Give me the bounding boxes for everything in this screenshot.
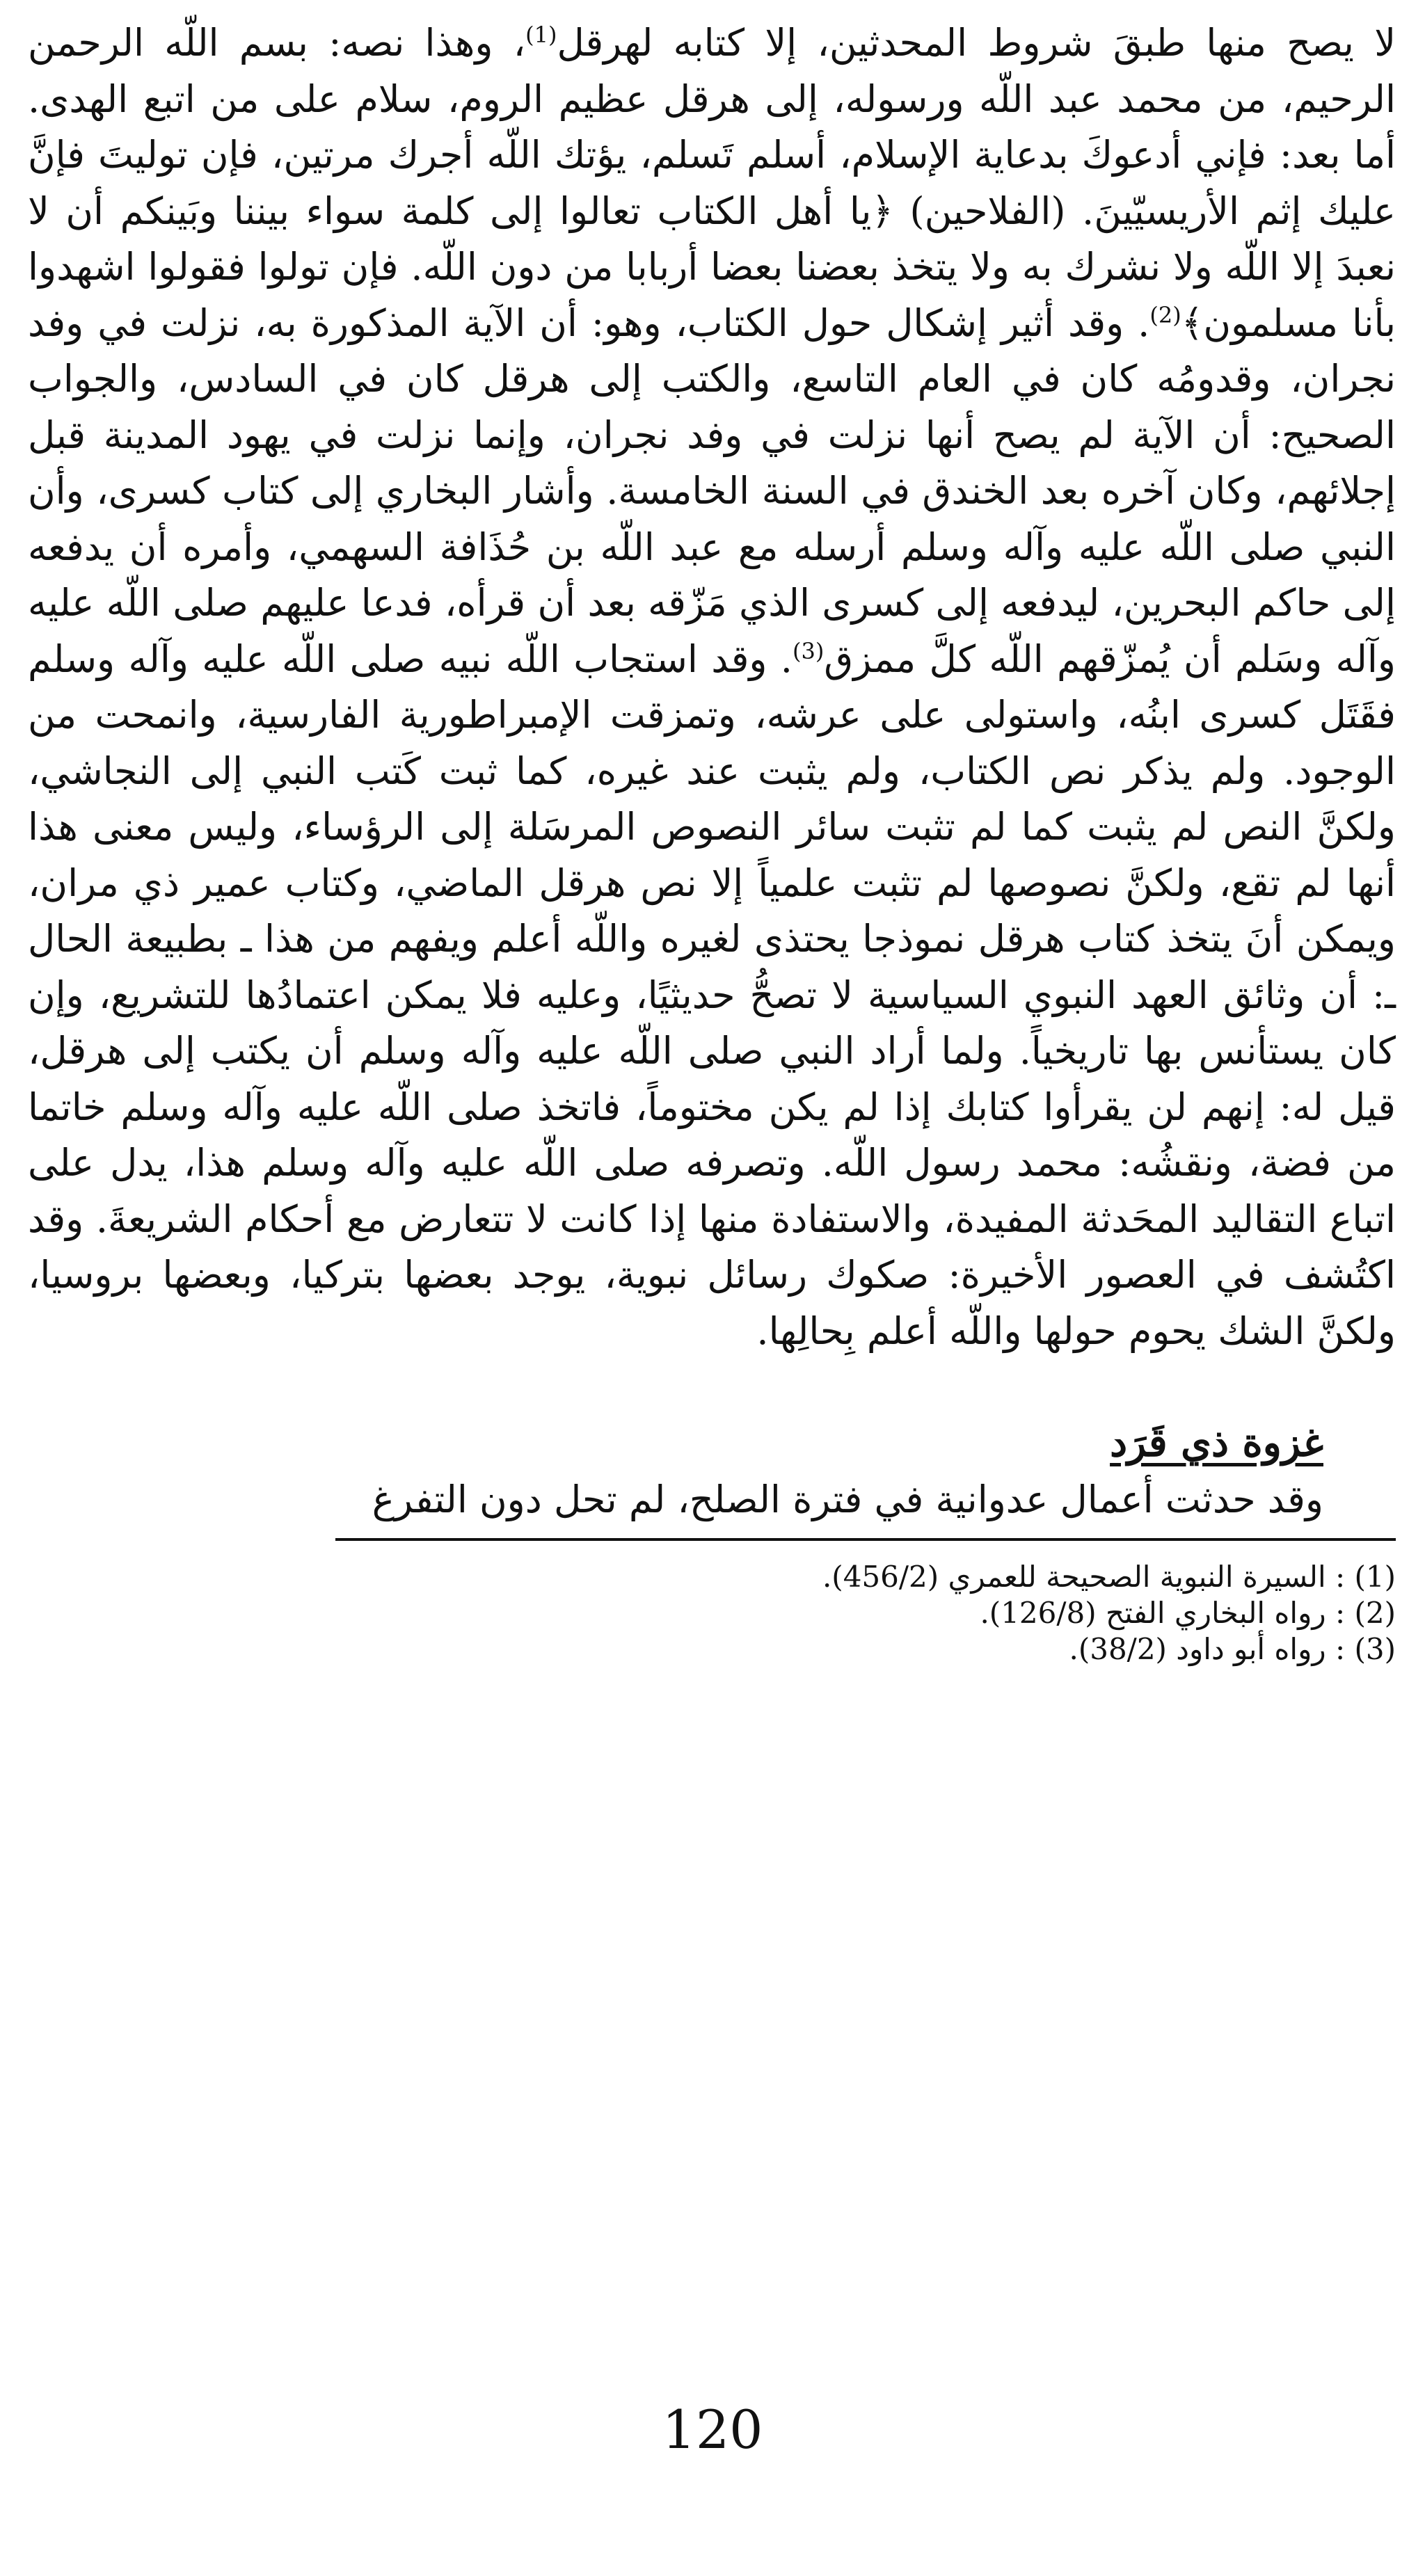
footnote-ref-3[interactable]: (3) bbox=[792, 637, 825, 664]
footnote-ref-2[interactable]: (2) bbox=[1149, 301, 1181, 328]
main-text-part-1: لا يصح منها طبقَ شروط المحدثين، إلا كتابه لهرقل bbox=[557, 21, 1396, 65]
footnote-2: (2) : رواه البخاري الفتح (126/8). bbox=[980, 1595, 1396, 1630]
footnotes-list bbox=[28, 1559, 1396, 1667]
footnote-1: (1) : السيرة النبوية الصحيحة للعمري (456/2). bbox=[822, 1559, 1396, 1594]
main-text-part-3: . وقد أثير إشكال حول الكتاب، وهو: أن الآية المذكورة به، نزلت في وفد نجران، وقدومُه كان في العام التاسع، والكتب إلى هرقل كان في السادس، والجواب الصحيح: أن الآية لم يصح أنها نزلت في وفد نجران، وإنما نزلت في يهود المدينة قبل إجلائهم، وكان آخره بعد الخندق في السنة الخامسة. وأشار البخاري إلى كتاب كسرى، وأن النبي صلى اللّه عليه وآله وسلم أرسله مع عبد اللّه بن حُذَافة السهمي، وأمره أن يدفعه إلى حاكم البحرين، ليدفعه إلى كسرى الذي مَزّقه بعد أن قرأه، فدعا عليهم صلى اللّه عليه وآله وسَلم أن يُمزّقهم اللّه كلَّ ممزق bbox=[28, 301, 1396, 681]
main-text-part-4: . وقد استجاب اللّه نبيه صلى اللّه عليه وآله وسلم فقَتَل كسرى ابنُه، واستولى على عرشه، وتمزقت الإمبراطورية الفارسية، وانمحت من الوجود. ولم يذكر نص الكتاب، ولم يثبت عند غيره، كما ثبت كَتب النبي إلى النجاشي، ولكنَّ النص لم يثبت كما لم تثبت سائر النصوص المرسَلة إلى الرؤساء، وليس معنى هذا أنها لم تقع، ولكنَّ نصوصها لم تثبت علمياً إلا نص هرقل الماضي، وكتاب عمير ذي مران، ويمكن أنَ يتخذ كتاب هرقل نموذجا يحتذى لغيره واللّه أعلم ويفهم من هذا ـ بطبيعة الحال ـ: أن وثائق العهد النبوي السياسية لا تصحُّ حديثيًا، وعليه فلا يمكن اعتمادُها للتشريع، وإن كان يستأنس بها تاريخياً. ولما أراد النبي صلى اللّه عليه وآله وسلم أن يكتب إلى هرقل، قيل له: إنهم لن يقرأوا كتابك إذا لم يكن مختوماً، فاتخذ صلى اللّه عليه وآله وسلم خاتما من فضة، ونقشُه: محمد رسول اللّه. وتصرفه صلى اللّه عليه وآله وسلم هذا، يدل على اتباع التقاليد المحَدثة المفيدة، والاستفادة منها إذا كانت لا تتعارض مع أحكام الشريعةَ. وقد اكتُشف في العصور الأخيرة: صكوك رسائل نبوية، يوجد بعضها بتركيا، وبعضها بروسيا، ولكنَّ الشك يحوم حولها واللّه أعلم بِحالِها. bbox=[28, 637, 1396, 1353]
section-heading: غزوة ذي قَرَد bbox=[1110, 1420, 1323, 1466]
section-dhi-qarad bbox=[28, 1414, 1396, 1528]
main-paragraph bbox=[28, 15, 1396, 1359]
footnote-ref-1[interactable]: (1) bbox=[525, 22, 557, 48]
main-text-part-2: ، وهذا نصه: بسم اللّه الرحمن الرحيم، من محمد عبد اللّه ورسوله، إلى هرقل عظيم الروم، سلام على من اتبع الهدى. أما بعد: فإني أدعوكَ بدعاية الإسلام، أسلم تَسلم، يؤتك اللّه أجرك مرتين، فإن توليتَ فإنَّ عليك إثم الأريسيّينَ. (الفلاحين) ﴿يا أهل الكتاب تعالوا إلى كلمة سواء بيننا وبَينكم أن لا نعبدَ إلا اللّه ولا نشرك به ولا يتخذ بعضنا بعضا أربابا من دون اللّه. فإن تولوا فقولوا اشهدوا بأنا مسلمون﴾ bbox=[28, 21, 1396, 345]
book-page bbox=[28, 15, 1396, 2547]
section-opening-line: وقد حدثت أعمال عدوانية في فترة الصلح، لم تحل دون التفرغ bbox=[372, 1478, 1323, 1521]
footnote-3: (3) : رواه أبو داود (38/2). bbox=[1069, 1631, 1396, 1666]
footnote-separator bbox=[335, 1538, 1396, 1541]
page-number: 120 bbox=[662, 2399, 763, 2461]
